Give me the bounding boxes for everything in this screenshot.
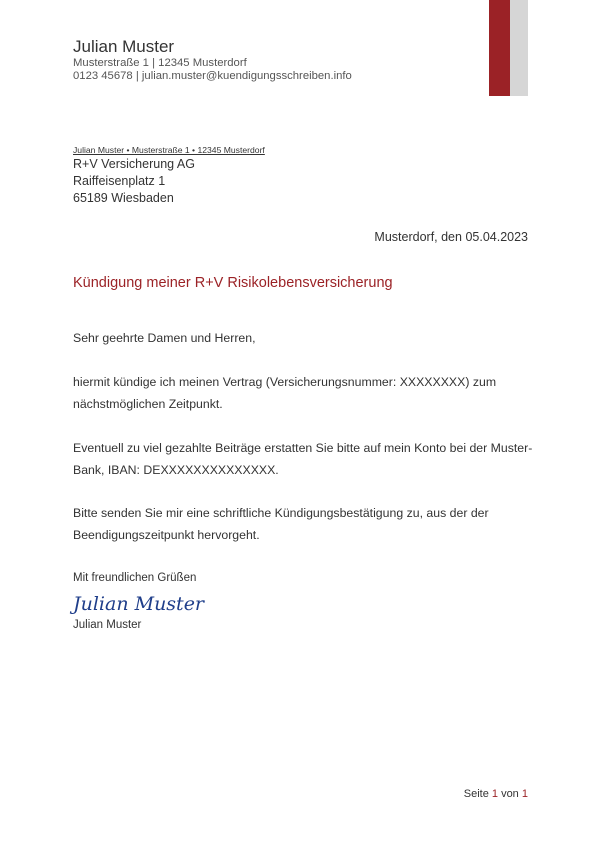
accent-bar-red: [489, 0, 510, 96]
footer-total-pages: 1: [521, 788, 528, 800]
letter-date: Musterdorf, den 05.04.2023: [374, 230, 528, 244]
return-address-line: Julian Muster • Musterstraße 1 • 12345 Musterdorf: [73, 145, 265, 155]
paragraph-2-line-2: Bank, IBAN: DEXXXXXXXXXXXXXX.: [73, 463, 279, 477]
sender-name: Julian Muster: [73, 37, 175, 56]
paragraph-1-line-2: nächstmöglichen Zeitpunkt.: [73, 397, 223, 411]
salutation: Sehr geehrte Damen und Herren,: [73, 331, 256, 345]
footer-of-word: von: [501, 788, 519, 800]
paragraph-3-line-1: Bitte senden Sie mir eine schriftliche Kündigungsbestätigung zu, aus der der: [73, 506, 489, 520]
closing: Mit freundlichen Grüßen: [73, 572, 197, 584]
footer-current-page: 1: [491, 788, 498, 800]
page-footer: [464, 788, 528, 800]
recipient-city: 65189 Wiesbaden: [73, 191, 174, 205]
sender-contact: 0123 45678 | julian.muster@kuendigungsschreiben.info: [73, 70, 352, 82]
paragraph-2-line-1: Eventuell zu viel gezahlte Beiträge erstatten Sie bitte auf mein Konto bei der Muster-: [73, 441, 533, 455]
letter-subject: Kündigung meiner R+V Risikolebensversicherung: [73, 275, 393, 291]
accent-bar-gray: [510, 0, 528, 96]
recipient-street: Raiffeisenplatz 1: [73, 174, 166, 188]
sender-address: Musterstraße 1 | 12345 Musterdorf: [73, 57, 247, 69]
footer-page-word: Seite: [463, 788, 489, 800]
signed-name: Julian Muster: [73, 619, 142, 631]
recipient-company: R+V Versicherung AG: [73, 157, 195, 171]
handwritten-signature: Julian Muster: [73, 593, 205, 615]
paragraph-3-line-2: Beendigungszeitpunkt hervorgeht.: [73, 528, 260, 542]
paragraph-1-line-1: hiermit kündige ich meinen Vertrag (Versicherungsnummer: XXXXXXXX) zum: [73, 375, 497, 389]
